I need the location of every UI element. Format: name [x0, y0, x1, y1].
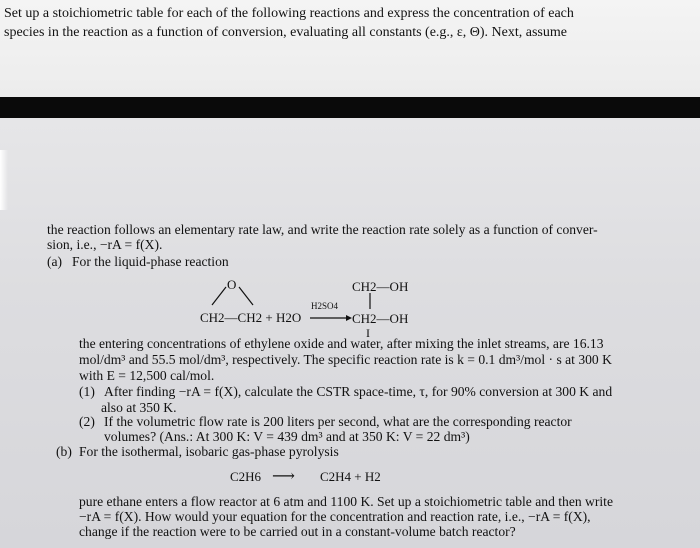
part-b-para-1: pure ethane enters a flow reactor at 6 atm and 1100 K. Set up a stoichiometric table and then write — [79, 494, 613, 509]
q2-number: (2) — [79, 414, 95, 429]
part-a-para-3: with E = 12,500 cal/mol. — [79, 368, 215, 383]
part-b-para-3: change if the reaction were to be carried out in a constant-volume batch reactor? — [79, 524, 516, 539]
part-a-para-1: the entering concentrations of ethylene oxide and water, after mixing the inlet streams, are 16.13 — [79, 336, 604, 351]
product-label-i: I — [366, 326, 370, 340]
catalyst-label: H2SO4 — [311, 301, 339, 311]
part-b-para-2: −rA = f(X). How would your equation for the concentration and reaction rate, i.e., −rA = f(X), — [79, 509, 591, 524]
reactants-formula: CH2—CH2 + H2O — [200, 310, 302, 325]
pyrolysis-products: C2H4 + H2 — [320, 469, 381, 484]
intro-line-1: the reaction follows an elementary rate law, and write the reaction rate solely as a function of conver- — [47, 222, 598, 237]
ethane-formula: C2H6 — [230, 469, 262, 484]
pyrolysis-arrow: ⟶ — [272, 468, 295, 485]
product-bottom: CH2—OH — [352, 311, 409, 326]
q1-line-1: After finding −rA = f(X), calculate the CSTR space-time, τ, for 90% conversion at 300 K and — [104, 384, 613, 399]
part-a-label: (a) — [47, 254, 63, 269]
q1-number: (1) — [79, 384, 95, 399]
part-a-para-2: mol/dm³ and 55.5 mol/dm³, respectively. The specific reaction rate is k = 0.1 dm³/mol · s at 300 K — [79, 352, 612, 367]
part-a-title: For the liquid-phase reaction — [72, 254, 229, 269]
product-top: CH2—OH — [352, 279, 409, 294]
part-b-title: For the isothermal, isobaric gas-phase pyrolysis — [79, 444, 339, 459]
epoxide-oxygen: O — [227, 277, 237, 292]
q2-line-1: If the volumetric flow rate is 200 liters per second, what are the corresponding reactor — [104, 414, 572, 429]
q1-line-2: also at 350 K. — [101, 400, 177, 415]
top-text-line-1: Set up a stoichiometric table for each of the following reactions and express the concentration of each — [4, 6, 574, 21]
intro-line-2: sion, i.e., −rA = f(X). — [47, 237, 163, 252]
part-b-label: (b) — [56, 444, 72, 459]
top-text-line-2: species in the reaction as a function of conversion, evaluating all constants (e.g., ε, Θ). Next, assume — [4, 25, 567, 40]
q2-line-2: volumes? (Ans.: At 300 K: V = 439 dm³ and at 350 K: V = 22 dm³) — [104, 429, 470, 444]
